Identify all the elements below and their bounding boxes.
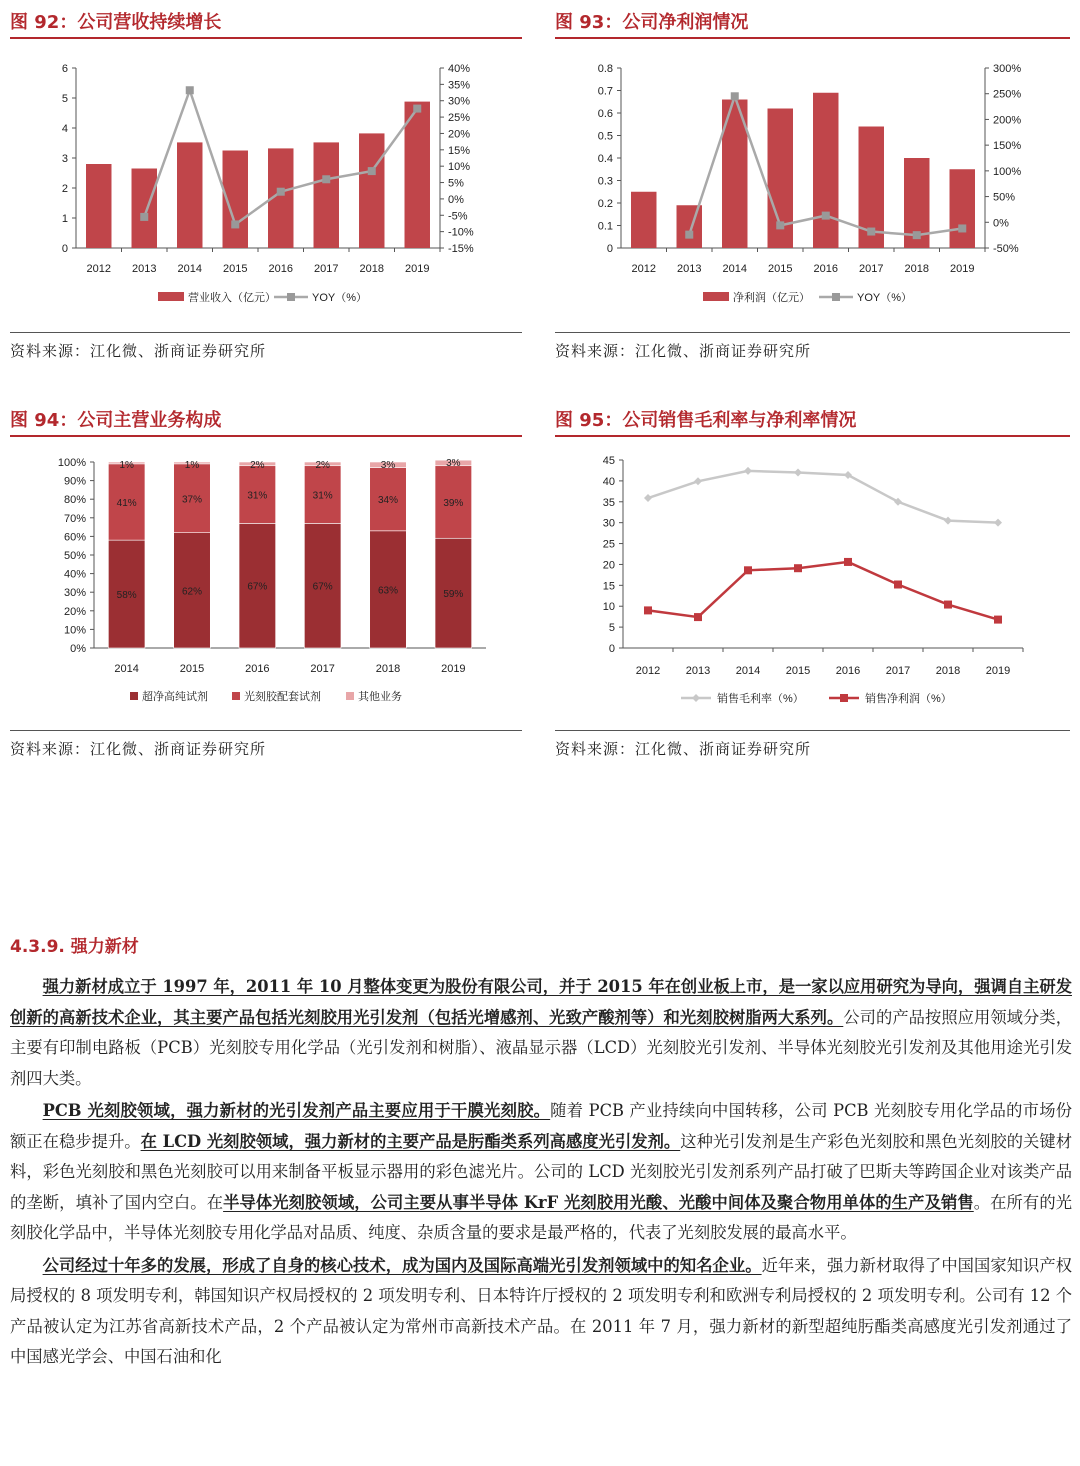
fig94-ytick-label: 40% xyxy=(63,568,86,581)
fig95-ytick-label: 20 xyxy=(602,559,615,572)
fig93-ytick-label: 0 xyxy=(606,243,613,255)
fig95-source: 资料来源：江化微、浙商证券研究所 xyxy=(555,740,812,758)
fig95-xtick-label: 2014 xyxy=(735,665,761,677)
fig95-point xyxy=(644,494,652,502)
highlight-text: 强力新材成立于 1997 年，2011 年 10 月整体变更为股份有限公司，并于 2015 年在创业板上市，是一家以应用研究为导向，强调自主研发创新的高新技术企业，其主要产品包括光刻胶用光引发剂（包括光增感剂、光致产酸剂等）和光刻胶树脂两大系列。 xyxy=(10,977,1072,1027)
fig93-yoy-point xyxy=(776,221,784,229)
fig95-xtick-label: 2013 xyxy=(685,665,711,677)
fig95-point xyxy=(994,616,1002,624)
fig95-source-rule xyxy=(555,730,1070,731)
fig94-ytick-label: 90% xyxy=(63,475,86,488)
fig95-legend-label: 销售净利润（%） xyxy=(865,693,952,705)
fig94-ytick-label: 50% xyxy=(63,550,86,562)
fig94-title: 图 94：公司主营业务构成 xyxy=(10,410,222,431)
body-text-run: 这种光引发剂是生产彩色光刻胶和黑色光刻胶的关键材料，彩色光刻胶和黑色光刻胶可以用来制备平板显示器用的彩色滤光片。公司的 LCD 光刻胶光引发剂系列产品打破了巴斯夫等跨国企业对该类产品的垄断，填补了国内空白。在 xyxy=(10,1131,1072,1212)
fig94-xtick-label: 2018 xyxy=(375,663,401,675)
fig93-yoy-point xyxy=(867,228,875,236)
fig94-title-rule xyxy=(10,435,522,437)
fig92-ytick-label: 0 xyxy=(61,243,68,255)
fig95-point xyxy=(794,564,802,572)
highlight-text: 在 LCD 光刻胶领域，强力新材的主要产品是肟酯类系列高感度光引发剂。 xyxy=(140,1131,681,1151)
fig94-ytick-label: 100% xyxy=(57,457,86,469)
fig94-ytick-label: 0% xyxy=(70,643,86,655)
fig93-y2tick-label: -50% xyxy=(993,243,1019,255)
fig92-legend-bar-swatch xyxy=(158,292,184,301)
paragraph xyxy=(10,1096,1072,1249)
fig93-y2tick-label: 200% xyxy=(993,114,1022,127)
fig92-xtick-label: 2015 xyxy=(223,263,248,275)
fig92-y2tick-label: 10% xyxy=(448,161,471,174)
fig92-y2tick-label: 25% xyxy=(448,112,471,125)
fig95-ytick-label: 0 xyxy=(608,643,615,655)
fig93-bar xyxy=(631,192,656,248)
fig93-ytick-label: 0.6 xyxy=(597,108,613,120)
fig94-data-label: 37% xyxy=(181,494,203,506)
fig94-ytick-label: 70% xyxy=(63,512,86,525)
fig93-y2tick-label: 0% xyxy=(993,217,1009,230)
fig92-chart xyxy=(8,48,528,326)
fig92-ytick-label: 4 xyxy=(61,123,68,135)
fig94-chart xyxy=(8,446,528,724)
fig95-series-line xyxy=(648,562,998,620)
fig94-ytick-label: 20% xyxy=(63,605,86,618)
fig92-bar xyxy=(359,133,384,248)
highlight-text: PCB 光刻胶领域，强力新材的光引发剂产品主要应用于干膜光刻胶。 xyxy=(42,1101,551,1120)
fig92-yoy-point xyxy=(413,105,421,113)
fig94-source: 资料来源：江化微、浙商证券研究所 xyxy=(10,740,267,758)
fig93-chart xyxy=(553,48,1073,326)
fig95-point xyxy=(944,517,952,525)
fig95-ytick-label: 30 xyxy=(602,517,615,530)
fig95-point xyxy=(844,558,852,566)
section-body xyxy=(10,972,1072,1375)
fig92-xtick-label: 2016 xyxy=(268,263,293,275)
fig93-ytick-label: 0.3 xyxy=(597,175,613,188)
fig94-data-label: 41% xyxy=(116,497,137,509)
fig92-y2tick-label: 35% xyxy=(448,79,471,92)
fig93-yoy-point xyxy=(958,224,966,232)
fig94-data-label: 31% xyxy=(247,490,268,502)
fig92-y2tick-label: 40% xyxy=(448,63,471,75)
fig93-bar xyxy=(677,205,702,248)
fig95-ytick-label: 40 xyxy=(602,475,615,488)
fig93-title-rule xyxy=(555,37,1070,39)
fig94-ytick-label: 60% xyxy=(63,531,86,544)
fig94-data-label: 58% xyxy=(116,590,137,602)
fig95-legend-marker xyxy=(692,694,700,702)
fig92-y2tick-label: 5% xyxy=(448,177,464,190)
fig95-chart xyxy=(553,446,1073,724)
fig95-ytick-label: 35 xyxy=(602,496,615,509)
fig92-xtick-label: 2013 xyxy=(132,263,157,275)
body-text-run: 。在所有的光刻胶化学品中，半导体光刻胶专用化学品对品质、纯度、杂质含量的要求是最严格的，代表了光刻胶发展的最高水平。 xyxy=(10,1192,1072,1242)
fig94-data-label: 3% xyxy=(446,458,461,470)
fig95-xtick-label: 2012 xyxy=(635,665,661,677)
fig93-ytick-label: 0.5 xyxy=(597,130,613,143)
fig93-xtick-label: 2017 xyxy=(859,263,884,275)
fig93-legend-bar-swatch xyxy=(703,292,729,301)
fig92-bar xyxy=(86,164,111,248)
fig95-xtick-label: 2015 xyxy=(785,665,811,677)
fig92-ytick-label: 1 xyxy=(61,213,68,225)
fig94-legend-swatch xyxy=(232,692,240,700)
fig92-source-rule xyxy=(10,332,522,333)
fig95-title: 图 95：公司销售毛利率与净利率情况 xyxy=(555,410,857,431)
fig93-ytick-label: 0.8 xyxy=(597,63,613,75)
fig93-title: 图 93：公司净利润情况 xyxy=(555,12,749,33)
fig93-xtick-label: 2012 xyxy=(631,263,656,275)
fig95-point xyxy=(744,566,752,574)
fig94-xtick-label: 2015 xyxy=(179,663,205,675)
fig95-legend-marker xyxy=(840,694,848,702)
fig93-yoy-point xyxy=(685,231,693,239)
fig92-bar xyxy=(132,169,157,249)
fig94-ytick-label: 10% xyxy=(63,624,86,637)
fig94-legend-swatch xyxy=(130,692,138,700)
fig95-series-line xyxy=(648,471,998,523)
fig93-xtick-label: 2016 xyxy=(813,263,838,275)
fig92-legend-line-marker xyxy=(287,293,295,301)
fig93-legend-line-marker xyxy=(832,293,840,301)
fig92-y2tick-label: 20% xyxy=(448,128,471,141)
fig95-ytick-label: 25 xyxy=(602,538,615,551)
fig92-source: 资料来源：江化微、浙商证券研究所 xyxy=(10,342,267,360)
fig95-point xyxy=(644,606,652,614)
fig93-ytick-label: 0.7 xyxy=(597,85,613,98)
fig93-y2tick-label: 150% xyxy=(993,140,1022,153)
fig92-y2tick-label: 15% xyxy=(448,144,471,157)
fig93-yoy-point xyxy=(913,231,921,239)
fig94-xtick-label: 2016 xyxy=(245,663,270,675)
fig93-ytick-label: 0.1 xyxy=(597,220,613,233)
fig92-y2tick-label: -5% xyxy=(448,210,468,223)
fig94-legend-label: 超净高纯试剂 xyxy=(142,691,208,703)
fig92-ytick-label: 6 xyxy=(61,63,68,75)
fig94-legend-label: 光刻胶配套试剂 xyxy=(244,691,321,703)
fig93-xtick-label: 2018 xyxy=(904,263,929,275)
fig92-xtick-label: 2017 xyxy=(314,263,339,275)
paragraph xyxy=(10,972,1072,1094)
fig92-xtick-label: 2019 xyxy=(405,263,430,275)
fig94-legend-swatch xyxy=(346,692,354,700)
fig95-point xyxy=(744,467,752,475)
fig92-xtick-label: 2014 xyxy=(177,263,202,275)
fig93-y2tick-label: 100% xyxy=(993,165,1022,178)
fig92-y2tick-label: 0% xyxy=(448,193,464,206)
fig93-ytick-label: 0.4 xyxy=(597,153,613,165)
fig95-point xyxy=(944,601,952,609)
section-heading: 4.3.9. 强力新材 xyxy=(10,937,139,957)
fig95-point xyxy=(994,519,1002,527)
body-text-run: 近年来，强力新材取得了中国国家知识产权局授权的 8 项发明专利，韩国知识产权局授权的 2 项发明专利、日本特许厅授权的 2 项发明专利和欧洲专利局授权的 2 项发明专利。公司有 12 个产品被认定为江苏省高新技术产品，2 个产品被认定为常州市高新技术产品。在 2011 年 7 月，强力新材的新型超纯肟酯类高感度光引发剂通过了中国感光学会、中国石油和化 xyxy=(10,1255,1072,1366)
fig95-point xyxy=(694,477,702,485)
fig93-ytick-label: 0.2 xyxy=(597,198,613,210)
fig94-data-label: 3% xyxy=(380,460,396,471)
fig95-xtick-label: 2017 xyxy=(885,665,911,677)
fig92-y2tick-label: -10% xyxy=(448,226,474,239)
fig95-legend-label: 销售毛利率（%） xyxy=(717,693,804,705)
fig94-data-label: 1% xyxy=(184,460,200,471)
fig94-data-label: 2% xyxy=(250,460,265,471)
fig95-point xyxy=(694,613,702,621)
fig94-data-label: 67% xyxy=(247,581,268,593)
fig94-source-rule xyxy=(10,730,522,731)
fig93-source: 资料来源：江化微、浙商证券研究所 xyxy=(555,342,812,360)
fig92-ytick-label: 2 xyxy=(61,183,68,195)
fig92-yoy-point xyxy=(277,188,285,196)
fig93-y2tick-label: 250% xyxy=(993,88,1022,101)
fig92-legend-line-label: YOY（%） xyxy=(312,292,368,304)
fig92-bar xyxy=(405,102,430,248)
fig94-data-label: 2% xyxy=(315,460,330,471)
fig94-data-label: 39% xyxy=(443,497,464,509)
fig95-ytick-label: 5 xyxy=(608,622,615,635)
fig95-xtick-label: 2016 xyxy=(835,665,861,677)
fig94-data-label: 63% xyxy=(377,585,399,597)
fig94-data-label: 67% xyxy=(312,581,333,593)
body-text-run: 随着 PCB 产业持续向中国转移，公司 PCB 光刻胶专用化学品的市场份额正在稳步提升。 xyxy=(10,1101,1072,1151)
fig93-xtick-label: 2014 xyxy=(722,263,747,275)
fig95-title-rule xyxy=(555,435,1070,437)
fig95-xtick-label: 2019 xyxy=(985,665,1011,677)
fig93-xtick-label: 2019 xyxy=(950,263,975,275)
fig92-title: 图 92：公司营收持续增长 xyxy=(10,12,222,33)
fig92-ytick-label: 3 xyxy=(61,153,68,165)
fig93-xtick-label: 2013 xyxy=(677,263,702,275)
fig94-xtick-label: 2014 xyxy=(114,663,139,675)
fig93-yoy-point xyxy=(731,92,739,100)
fig92-y2tick-label: -15% xyxy=(448,243,474,255)
fig94-data-label: 59% xyxy=(443,589,464,601)
fig93-yoy-point xyxy=(822,212,830,220)
highlight-text: 半导体光刻胶领域，公司主要从事半导体 KrF 光刻胶用光酸、光酸中间体及聚合物用单体的生产及销售 xyxy=(223,1192,974,1212)
fig93-y2tick-label: 50% xyxy=(993,191,1016,204)
fig95-point xyxy=(794,469,802,477)
fig95-xtick-label: 2018 xyxy=(935,665,961,677)
fig93-legend-bar-label: 净利润（亿元） xyxy=(733,292,810,304)
fig94-xtick-label: 2017 xyxy=(310,663,335,675)
body-text-run: 公司的产品按照应用领域分类，主要有印制电路板（PCB）光刻胶专用化学品（光引发剂和树脂）、液晶显示器（LCD）光刻胶光引发剂、半导体光刻胶光引发剂及其他用途光引发剂四大类。 xyxy=(10,1007,1072,1088)
fig93-bar xyxy=(813,93,838,248)
fig92-yoy-point xyxy=(140,213,148,221)
paragraph xyxy=(10,1251,1072,1373)
fig92-legend-bar-label: 营业收入（亿元） xyxy=(188,292,276,304)
fig94-ytick-label: 80% xyxy=(63,494,86,507)
fig95-ytick-label: 45 xyxy=(602,455,615,467)
fig93-source-rule xyxy=(555,332,1070,333)
fig94-xtick-label: 2019 xyxy=(441,663,466,675)
fig92-yoy-point xyxy=(231,220,239,228)
fig92-xtick-label: 2018 xyxy=(359,263,384,275)
fig93-xtick-label: 2015 xyxy=(768,263,793,275)
fig94-ytick-label: 30% xyxy=(63,587,86,600)
fig92-yoy-point xyxy=(368,167,376,175)
fig94-data-label: 34% xyxy=(377,495,399,507)
fig95-point xyxy=(894,580,902,588)
fig92-bar xyxy=(177,142,202,248)
fig94-data-label: 62% xyxy=(181,586,203,598)
fig92-y2tick-label: 30% xyxy=(448,95,471,108)
fig92-yoy-point xyxy=(186,86,194,94)
fig92-bar xyxy=(314,142,339,248)
fig92-yoy-point xyxy=(322,175,330,183)
fig94-data-label: 1% xyxy=(119,460,134,471)
fig95-ytick-label: 15 xyxy=(602,580,615,593)
fig93-bar xyxy=(950,169,975,248)
fig92-ytick-label: 5 xyxy=(61,93,68,105)
fig95-ytick-label: 10 xyxy=(602,601,615,614)
highlight-text: 公司经过十年多的发展，形成了自身的核心技术，成为国内及国际高端光引发剂领域中的知名企业。 xyxy=(42,1255,762,1275)
fig93-y2tick-label: 300% xyxy=(993,63,1022,75)
fig92-title-rule xyxy=(10,37,522,39)
fig92-xtick-label: 2012 xyxy=(86,263,111,275)
fig94-legend-label: 其他业务 xyxy=(358,691,402,703)
fig93-legend-line-label: YOY（%） xyxy=(857,292,913,304)
fig94-data-label: 31% xyxy=(312,490,333,502)
